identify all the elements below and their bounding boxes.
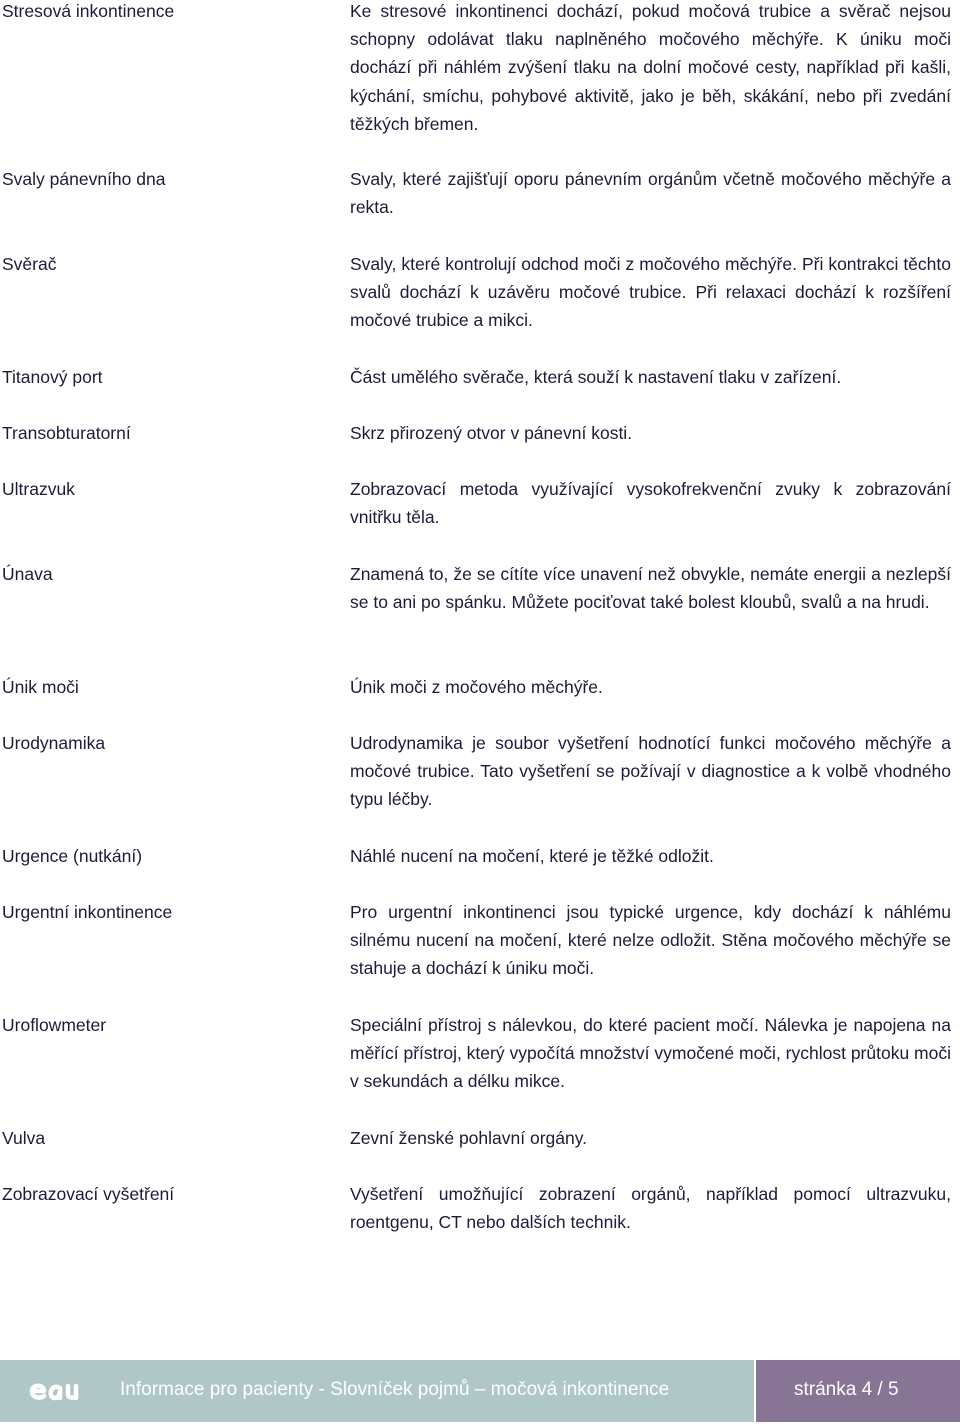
glossary-definition: Zobrazovací metoda využívající vysokofrekvenční zvuky k zobrazování vnitřku těla. [350, 479, 951, 528]
glossary-definition: Ke stresové inkontinenci dochází, pokud močová trubice a svěrač nejsou schopny odolávat tlaku naplněného močového měchýře. K úniku moči dochází při náhlém zvýšení tlaku na dolní močové cesty, například při kašli, kýchání, smíchu, pohybové aktivitě, jako je běh, skákání, nebo při zvedání těžkých břemen. [350, 1, 951, 134]
glossary-term: Transobturatorní [2, 423, 131, 443]
footer-page-band [754, 1360, 960, 1422]
eau-logo-mark [28, 1376, 84, 1406]
footer-divider [754, 1360, 756, 1422]
page-footer [0, 1360, 960, 1422]
glossary-term: Urodynamika [2, 733, 106, 753]
glossary-definition: Pro urgentní inkontinenci jsou typické urgence, kdy dochází k náhlému silnému nucení na močení, které nelze odložit. Stěna močového měchýře se stahuje a dochází k úniku moči. [350, 902, 951, 979]
glossary-term: Vulva [2, 1128, 46, 1148]
glossary-term: Únik moči [2, 677, 79, 697]
footer-title-band [0, 1360, 754, 1422]
glossary-term: Urgentní inkontinence [2, 902, 173, 922]
glossary-definition: Znamená to, že se cítíte více unavení než obvykle, nemáte energii a nezlepší se to ani po spánku. Můžete pociťovat také bolest kloubů, svalů a na hrudi. [350, 564, 951, 613]
footer-title: Informace pro pacienty - Slovníček pojmů – močová inkontinence [120, 1379, 670, 1400]
glossary-definition: Svaly, které zajišťují oporu pánevním orgánům včetně močového měchýře a rekta. [350, 169, 951, 218]
glossary-term: Titanový port [2, 367, 103, 387]
glossary-term: Zobrazovací vyšetření [2, 1184, 175, 1204]
glossary-term: Svaly pánevního dna [2, 169, 166, 189]
glossary-definition: Zevní ženské pohlavní orgány. [350, 1128, 588, 1148]
glossary-term: Svěrač [2, 254, 57, 274]
glossary-term: Stresová inkontinence [2, 1, 175, 21]
glossary-definition: Únik moči z močového měchýře. [350, 677, 603, 697]
glossary-term: Únava [2, 564, 53, 584]
glossary-definition: Vyšetření umožňující zobrazení orgánů, například pomocí ultrazvuku, roentgenu, CT nebo dalších technik. [350, 1184, 951, 1233]
glossary-definition: Část umělého svěrače, která souží k nastavení tlaku v zařízení. [350, 367, 842, 387]
page-number: stránka 4 / 5 [794, 1379, 899, 1400]
glossary-term: Urgence (nutkání) [2, 846, 143, 866]
glossary-term: Ultrazvuk [2, 479, 75, 499]
glossary-definition: Svaly, které kontrolují odchod moči z močového měchýře. Při kontrakci těchto svalů dochází k uzávěru močové trubice. Při relaxaci dochází k rozšíření močové trubice a mikci. [350, 254, 951, 331]
glossary-definition: Skrz přirozený otvor v pánevní kosti. [350, 423, 633, 443]
glossary-definition: Speciální přístroj s nálevkou, do které pacient močí. Nálevka je napojena na měřící přístroj, který vypočítá množství vymočené moči, rychlost průtoku moči v sekundách a délku mikce. [350, 1015, 952, 1092]
glossary-definition: Náhlé nucení na močení, které je těžké odložit. [350, 846, 714, 866]
eau-logo [28, 1376, 84, 1406]
glossary-term: Uroflowmeter [2, 1015, 107, 1035]
glossary-definition: Udrodynamika je soubor vyšetření hodnotící funkci močového měchýře a močové trubice. Tato vyšetření se požívají v diagnostice a k volbě vhodného typu léčby. [350, 733, 951, 810]
